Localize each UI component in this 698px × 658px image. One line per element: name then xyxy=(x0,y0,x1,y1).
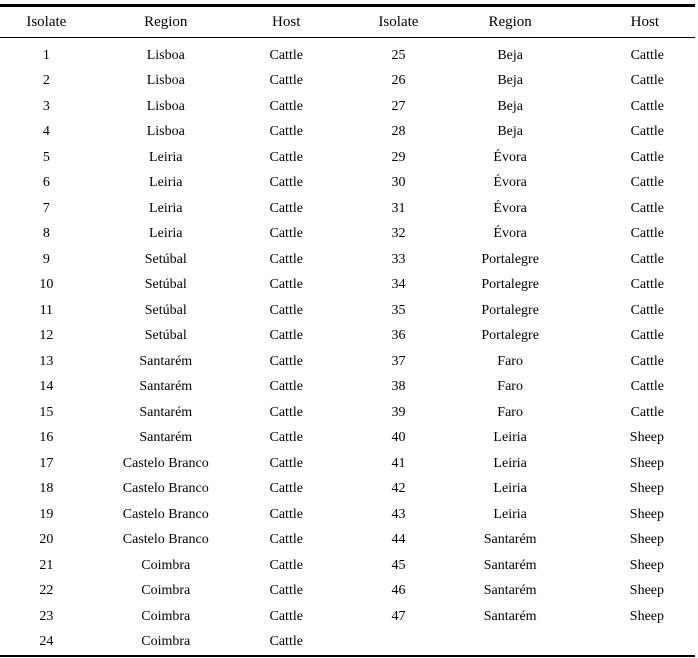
cell-isolate-right: 42 xyxy=(391,481,406,497)
cell-isolate-left: 3 xyxy=(42,98,50,114)
cell-isolate-right: 38 xyxy=(391,379,406,395)
cell-isolate-right: 30 xyxy=(391,175,406,191)
cell-isolate-right: 26 xyxy=(391,73,406,89)
cell-region-right: Faro xyxy=(497,379,523,395)
cell-host-left: Cattle xyxy=(269,404,303,420)
cell-region-left: Leiria xyxy=(149,149,183,165)
cell-region-right: Portalegre xyxy=(481,328,539,344)
cell-isolate-left: 17 xyxy=(39,455,54,471)
cell-region-right: Santarém xyxy=(483,532,537,548)
cell-host-right: Cattle xyxy=(630,302,664,318)
table-row xyxy=(0,273,695,299)
cell-isolate-right: 25 xyxy=(391,47,406,63)
cell-region-left: Santarém xyxy=(139,353,193,369)
cell-host-right: Cattle xyxy=(630,73,664,89)
table-row xyxy=(0,375,695,401)
table-row xyxy=(0,502,695,528)
cell-host-right: Sheep xyxy=(629,532,664,548)
cell-region-left: Lisboa xyxy=(146,47,185,63)
cell-host-right: Sheep xyxy=(629,608,664,624)
cell-host-right: Sheep xyxy=(629,430,664,446)
cell-host-left: Cattle xyxy=(269,175,303,191)
cell-isolate-right: 43 xyxy=(391,506,406,522)
cell-region-right: Évora xyxy=(493,175,527,191)
cell-host-left: Cattle xyxy=(269,251,303,267)
table-row xyxy=(0,222,695,248)
cell-region-left: Coimbra xyxy=(141,583,191,599)
cell-host-left: Cattle xyxy=(269,47,303,63)
cell-host-right: Cattle xyxy=(630,379,664,395)
cell-isolate-right: 39 xyxy=(391,404,406,420)
cell-host-right: Cattle xyxy=(630,98,664,114)
table-row xyxy=(0,604,695,630)
cell-isolate-right: 45 xyxy=(391,557,406,573)
cell-region-left: Leiria xyxy=(149,200,183,216)
table-row xyxy=(0,247,695,273)
header-isolate-right: Isolate xyxy=(378,13,419,30)
cell-host-right: Cattle xyxy=(630,149,664,165)
bottom-rule xyxy=(0,655,695,657)
header-host-left: Host xyxy=(272,13,301,30)
cell-isolate-left: 6 xyxy=(42,175,50,191)
table-row xyxy=(0,426,695,452)
cell-isolate-left: 20 xyxy=(39,532,54,548)
table-row xyxy=(0,477,695,503)
cell-host-left: Cattle xyxy=(269,532,303,548)
cell-region-left: Santarém xyxy=(139,430,193,446)
cell-isolate-right: 41 xyxy=(391,455,406,471)
cell-region-left: Coimbra xyxy=(141,557,191,573)
cell-region-left: Coimbra xyxy=(141,608,191,624)
cell-host-left: Cattle xyxy=(269,124,303,140)
cell-region-right: Leiria xyxy=(493,506,527,522)
cell-region-right: Beja xyxy=(497,124,523,140)
cell-region-right: Santarém xyxy=(483,557,537,573)
cell-region-right: Leiria xyxy=(493,455,527,471)
cell-isolate-right: 35 xyxy=(391,302,406,318)
cell-region-right: Leiria xyxy=(493,430,527,446)
table-row xyxy=(0,400,695,426)
header-row xyxy=(0,7,695,37)
cell-host-right: Cattle xyxy=(630,175,664,191)
cell-host-right: Sheep xyxy=(629,583,664,599)
cell-region-left: Castelo Branco xyxy=(122,455,209,471)
table-row xyxy=(0,324,695,350)
cell-region-left: Santarém xyxy=(139,404,193,420)
cell-isolate-left: 9 xyxy=(42,251,50,267)
cell-region-left: Castelo Branco xyxy=(122,532,209,548)
cell-region-left: Coimbra xyxy=(141,634,191,650)
cell-region-right xyxy=(463,630,557,656)
cell-isolate-left: 19 xyxy=(39,506,54,522)
cell-isolate-left: 11 xyxy=(39,302,54,318)
table-row xyxy=(0,451,695,477)
isolates-table xyxy=(0,4,695,657)
cell-isolate-right: 27 xyxy=(391,98,406,114)
cell-isolate-right: 33 xyxy=(391,251,406,267)
header-host-right: Host xyxy=(630,13,659,30)
cell-isolate-left: 12 xyxy=(39,328,54,344)
cell-region-left: Setúbal xyxy=(144,328,187,344)
cell-host-left: Cattle xyxy=(269,149,303,165)
cell-isolate-left: 4 xyxy=(42,124,50,140)
cell-isolate-right: 44 xyxy=(391,532,406,548)
cell-host-right: Cattle xyxy=(630,200,664,216)
cell-isolate-right: 34 xyxy=(391,277,406,293)
cell-region-right: Santarém xyxy=(483,608,537,624)
cell-region-left: Leiria xyxy=(149,226,183,242)
cell-host-left: Cattle xyxy=(269,277,303,293)
table-row xyxy=(0,120,695,146)
cell-region-right: Beja xyxy=(497,98,523,114)
cell-region-right: Leiria xyxy=(493,481,527,497)
cell-region-left: Setúbal xyxy=(144,302,187,318)
table-body xyxy=(0,38,695,655)
cell-host-left: Cattle xyxy=(269,506,303,522)
cell-host-left: Cattle xyxy=(269,73,303,89)
cell-host-left: Cattle xyxy=(269,302,303,318)
table-row xyxy=(0,145,695,171)
cell-host-right: Sheep xyxy=(629,557,664,573)
cell-isolate-left: 1 xyxy=(42,47,50,63)
cell-isolate-left: 2 xyxy=(42,73,50,89)
header-region-right: Region xyxy=(488,13,532,30)
cell-region-right: Portalegre xyxy=(481,277,539,293)
cell-isolate-left: 7 xyxy=(42,200,50,216)
cell-region-right: Évora xyxy=(493,149,527,165)
cell-host-right: Cattle xyxy=(630,404,664,420)
cell-host-right: Sheep xyxy=(629,481,664,497)
cell-region-right: Évora xyxy=(493,226,527,242)
cell-region-left: Lisboa xyxy=(146,73,185,89)
table-row xyxy=(0,349,695,375)
table-row xyxy=(0,43,695,69)
cell-isolate-left: 18 xyxy=(39,481,54,497)
cell-isolate-right: 36 xyxy=(391,328,406,344)
cell-isolate-left: 21 xyxy=(39,557,54,573)
cell-isolate-right xyxy=(334,630,464,656)
cell-region-left: Castelo Branco xyxy=(122,506,209,522)
cell-isolate-left: 5 xyxy=(42,149,50,165)
table-row xyxy=(0,94,695,120)
cell-host-right xyxy=(557,630,695,656)
cell-isolate-left: 22 xyxy=(39,583,54,599)
cell-region-left: Lisboa xyxy=(146,124,185,140)
cell-isolate-right: 47 xyxy=(391,608,406,624)
cell-host-right: Cattle xyxy=(630,328,664,344)
cell-isolate-right: 31 xyxy=(391,200,406,216)
cell-region-right: Beja xyxy=(497,47,523,63)
cell-region-right: Portalegre xyxy=(481,302,539,318)
header-region-left: Region xyxy=(144,13,188,30)
cell-host-left: Cattle xyxy=(269,608,303,624)
cell-isolate-right: 37 xyxy=(391,353,406,369)
cell-host-left: Cattle xyxy=(269,226,303,242)
table-row xyxy=(0,298,695,324)
cell-isolate-left: 15 xyxy=(39,404,54,420)
cell-host-right: Cattle xyxy=(630,226,664,242)
cell-host-left: Cattle xyxy=(269,557,303,573)
cell-host-left: Cattle xyxy=(269,328,303,344)
cell-host-left: Cattle xyxy=(269,481,303,497)
cell-region-right: Portalegre xyxy=(481,251,539,267)
cell-region-right: Santarém xyxy=(483,583,537,599)
cell-host-right: Sheep xyxy=(629,455,664,471)
cell-host-right: Cattle xyxy=(630,124,664,140)
cell-region-right: Beja xyxy=(497,73,523,89)
cell-host-right: Cattle xyxy=(630,353,664,369)
cell-region-right: Évora xyxy=(493,200,527,216)
cell-host-left: Cattle xyxy=(269,353,303,369)
cell-host-right: Cattle xyxy=(630,47,664,63)
cell-region-left: Castelo Branco xyxy=(122,481,209,497)
cell-isolate-left: 13 xyxy=(39,353,54,369)
cell-region-left: Setúbal xyxy=(144,251,187,267)
cell-region-left: Santarém xyxy=(139,379,193,395)
cell-isolate-right: 40 xyxy=(391,430,406,446)
cell-isolate-left: 14 xyxy=(39,379,54,395)
cell-host-right: Cattle xyxy=(630,251,664,267)
cell-isolate-left: 16 xyxy=(39,430,54,446)
table-row xyxy=(0,528,695,554)
cell-host-left: Cattle xyxy=(269,583,303,599)
isolates-grid xyxy=(0,7,695,37)
header-isolate-left: Isolate xyxy=(26,13,67,30)
cell-host-left: Cattle xyxy=(269,98,303,114)
table-header xyxy=(0,7,695,37)
cell-isolate-left: 8 xyxy=(42,226,50,242)
cell-isolate-right: 46 xyxy=(391,583,406,599)
cell-region-left: Leiria xyxy=(149,175,183,191)
cell-host-left: Cattle xyxy=(269,379,303,395)
cell-host-left: Cattle xyxy=(269,634,303,650)
cell-isolate-right: 28 xyxy=(391,124,406,140)
table-row xyxy=(0,579,695,605)
cell-region-left: Lisboa xyxy=(146,98,185,114)
cell-region-left: Setúbal xyxy=(144,277,187,293)
cell-region-right: Faro xyxy=(497,404,523,420)
cell-host-left: Cattle xyxy=(269,430,303,446)
cell-host-right: Sheep xyxy=(629,506,664,522)
cell-isolate-left: 10 xyxy=(39,277,54,293)
cell-host-right: Cattle xyxy=(630,277,664,293)
table-row xyxy=(0,553,695,579)
cell-host-left: Cattle xyxy=(269,200,303,216)
cell-isolate-right: 32 xyxy=(391,226,406,242)
isolates-body-grid xyxy=(0,38,695,655)
cell-isolate-left: 23 xyxy=(39,608,54,624)
table-row xyxy=(0,171,695,197)
cell-isolate-right: 29 xyxy=(391,149,406,165)
cell-host-left: Cattle xyxy=(269,455,303,471)
table-row xyxy=(0,196,695,222)
table-row xyxy=(0,630,695,656)
cell-isolate-left: 24 xyxy=(39,634,54,650)
table-row xyxy=(0,69,695,95)
cell-region-right: Faro xyxy=(497,353,523,369)
